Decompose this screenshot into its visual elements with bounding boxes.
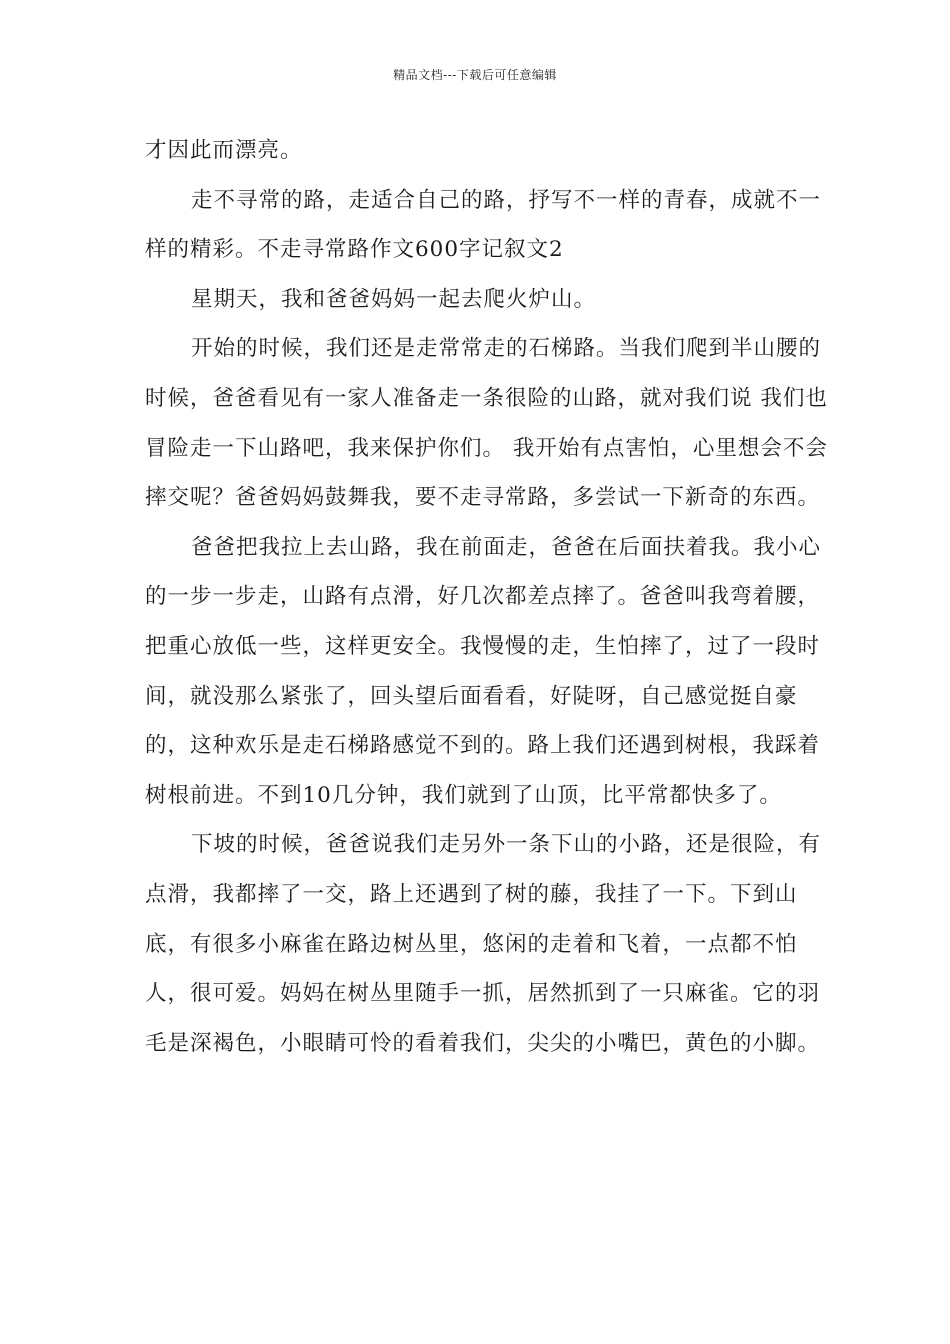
- page-header: 精品文档---下载后可任意编辑: [393, 68, 557, 82]
- paragraph-continuation: 才因此而漂亮。: [145, 138, 303, 163]
- paragraph: 爸爸把我拉上去山路，我在前面走，爸爸在后面扶着我。我小心的一步一步走，山路有点滑，好几次都差点摔了。爸爸叫我弯着腰，把重心放低一些，这样更安全。我慢慢的走，生怕摔了，过了一段时间，就没那么紧张了，回头望后面看看，好陡呀，自己感觉挺自豪的，这种欢乐是走石梯路感觉不到的。路上我们还遇到树根，我踩着树根前进。不到10几分钟，我们就到了山顶，比平常都快多了。: [145, 534, 822, 808]
- paragraph: 下坡的时候，爸爸说我们走另外一条下山的小路，还是很险，有点滑，我都摔了一交，路上还遇到了树的藤，我挂了一下。下到山底，有很多小麻雀在路边树丛里，悠闲的走着和飞着，一点都不怕人，很可爱。妈妈在树丛里随手一抓，居然抓到了一只麻雀。它的羽毛是深褐色，小眼睛可怜的看着我们，尖尖的小嘴巴，黄色的小脚。: [145, 832, 822, 1056]
- paragraph: 开始的时候，我们还是走常常走的石梯路。当我们爬到半山腰的时候，爸爸看见有一家人准备走一条很险的山路，就对我们说 我们也冒险走一下山路吧，我来保护你们。 我开始有点害怕，心里想会不会摔交呢？爸爸妈妈鼓舞我，要不走寻常路，多尝试一下新奇的东西。: [145, 336, 828, 511]
- document-body: [145, 126, 835, 1068]
- paragraph: 走不寻常的路，走适合自己的路，抒写不一样的青春，成就不一样的精彩。不走寻常路作文600字记叙文2: [145, 187, 822, 263]
- paragraph: 星期天，我和爸爸妈妈一起去爬火炉山。: [191, 286, 597, 312]
